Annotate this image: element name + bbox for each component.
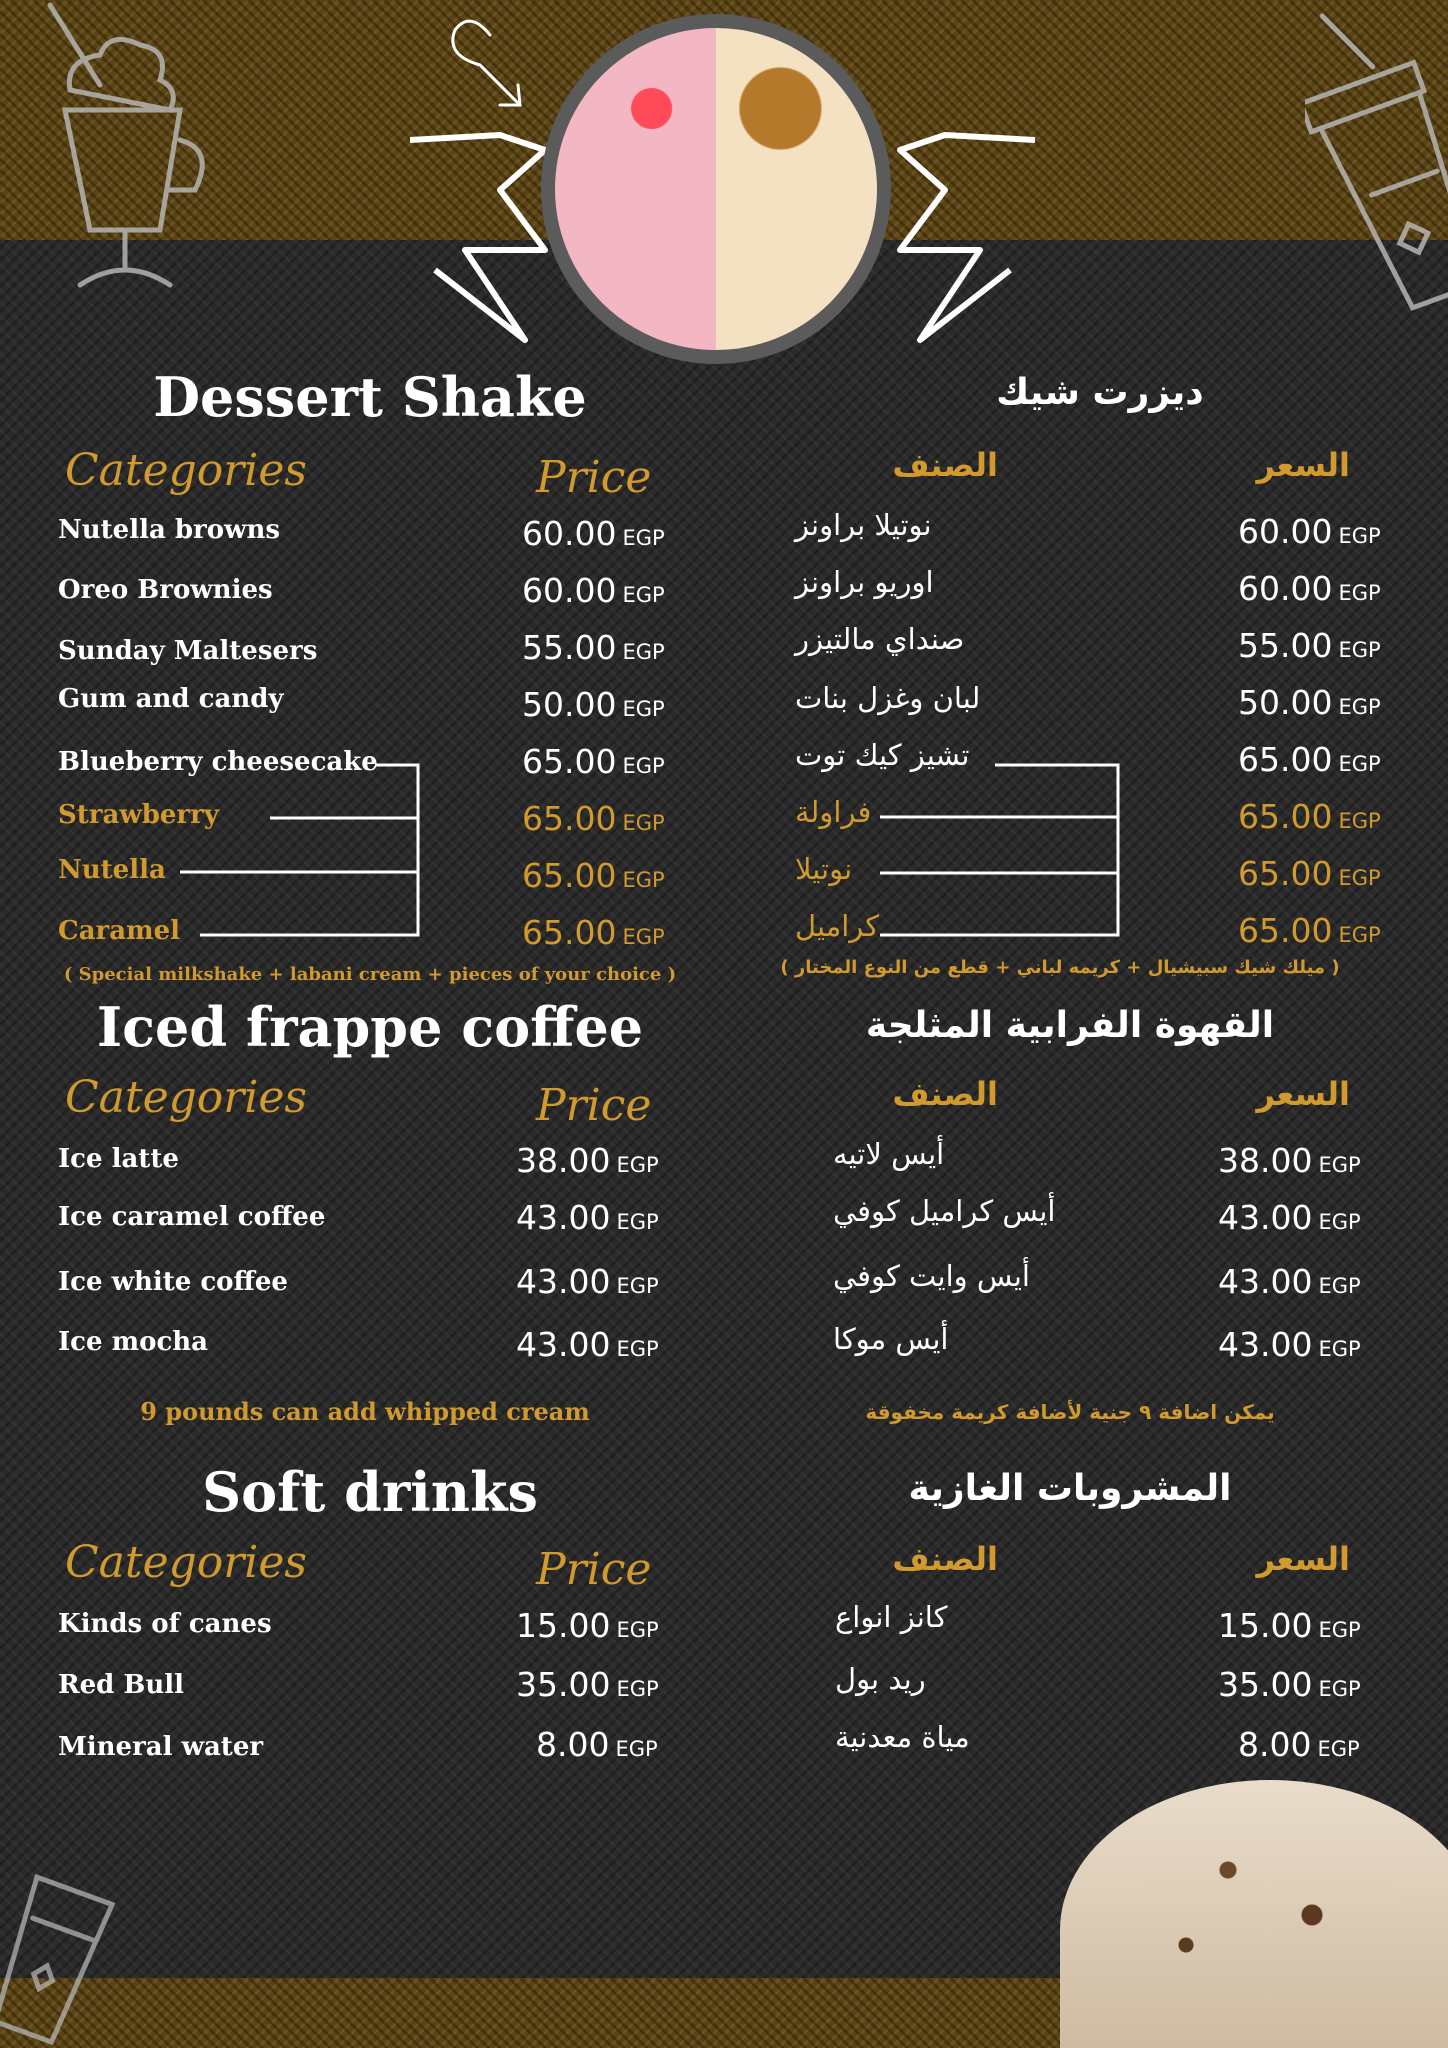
price-header: Price <box>536 1544 652 1595</box>
menu-item-price-ar: 65.00 EGP <box>1238 740 1381 779</box>
section-note: ( Special milkshake + labani cream + pieces of your choice ) <box>63 964 677 985</box>
arrow-doodle-icon <box>420 10 530 110</box>
menu-item-price-ar: 60.00 EGP <box>1238 569 1381 608</box>
menu-item-name-ar: ريد بول <box>835 1662 926 1696</box>
menu-item-name-ar: صنداي مالتيزر <box>795 622 965 656</box>
menu-item-name: Gum and candy <box>58 684 284 714</box>
menu-item-name: Ice white coffee <box>58 1267 288 1297</box>
menu-item-name-ar: أيس موكا <box>833 1322 949 1356</box>
milkshake-doodle-icon <box>30 0 210 310</box>
price-header-ar: السعر <box>1256 446 1350 484</box>
section-note: 9 pounds can add whipped cream <box>140 1397 590 1426</box>
menu-item-price-ar: 35.00 EGP <box>1218 1665 1361 1704</box>
menu-item-name-ar: اوريو براونز <box>795 565 934 599</box>
menu-item-price-ar: 60.00 EGP <box>1238 512 1381 551</box>
categories-header: Categories <box>65 1072 307 1123</box>
categories-header-ar: الصنف <box>892 446 998 484</box>
menu-item-name: Sunday Maltesers <box>58 636 318 666</box>
menu-item-price: 60.00 EGP <box>522 514 665 553</box>
price-header: Price <box>536 1080 652 1131</box>
menu-item-price-ar: 15.00 EGP <box>1218 1606 1361 1645</box>
price-header-ar: السعر <box>1256 1075 1350 1113</box>
corner-sundae-image <box>1060 1780 1448 2048</box>
menu-item-price-ar: 43.00 EGP <box>1218 1262 1361 1301</box>
menu-item-name-ar: لبان وغزل بنات <box>795 681 981 715</box>
menu-item-name-ar: تشيز كيك توت <box>795 738 970 772</box>
menu-item-name: Ice caramel coffee <box>58 1202 326 1232</box>
menu-item-name: Kinds of canes <box>58 1609 272 1639</box>
menu-item-name: Nutella browns <box>58 515 281 545</box>
menu-item-price: 65.00 EGP <box>522 742 665 781</box>
section-title-soft-drinks: Soft drinks <box>202 1460 538 1524</box>
menu-item-name-ar: كانز انواع <box>835 1600 948 1634</box>
menu-item-price-ar: 38.00 EGP <box>1218 1141 1361 1180</box>
menu-item-price: 60.00 EGP <box>522 571 665 610</box>
categories-header: Categories <box>65 1537 307 1588</box>
menu-item-name: Caramel <box>58 916 181 946</box>
section-title-dessert-shake: Dessert Shake <box>153 365 587 429</box>
menu-item-price: 38.00 EGP <box>516 1141 659 1180</box>
cup-doodle-icon <box>0 1870 120 2048</box>
menu-item-price-ar: 65.00 EGP <box>1238 854 1381 893</box>
menu-item-price-ar: 43.00 EGP <box>1218 1198 1361 1237</box>
menu-item-price: 43.00 EGP <box>516 1325 659 1364</box>
menu-item-name-ar: مياة معدنية <box>835 1720 970 1754</box>
price-header: Price <box>536 452 652 503</box>
menu-item-price-ar: 50.00 EGP <box>1238 683 1381 722</box>
menu-item-price-ar: 55.00 EGP <box>1238 626 1381 665</box>
menu-item-price: 65.00 EGP <box>522 799 665 838</box>
menu-item-name: Red Bull <box>58 1670 185 1700</box>
menu-item-name-ar: فراولة <box>795 795 872 829</box>
menu-item-price: 15.00 EGP <box>516 1606 659 1645</box>
menu-item-name: Blueberry cheesecake <box>58 747 378 777</box>
price-header-ar: السعر <box>1256 1540 1350 1578</box>
menu-item-price: 43.00 EGP <box>516 1198 659 1237</box>
categories-header-ar: الصنف <box>892 1075 998 1113</box>
cup-doodle-icon <box>1305 0 1448 330</box>
menu-item-price: 35.00 EGP <box>516 1665 659 1704</box>
menu-item-name: Oreo Brownies <box>58 575 273 605</box>
menu-item-price-ar: 8.00 EGP <box>1238 1725 1360 1764</box>
menu-item-price: 50.00 EGP <box>522 685 665 724</box>
menu-item-price-ar: 65.00 EGP <box>1238 911 1381 950</box>
option-bracket-ar <box>860 755 1125 940</box>
hero-freakshake-image <box>541 14 891 364</box>
menu-item-price: 65.00 EGP <box>522 913 665 952</box>
menu-item-name-ar: أيس لاتيه <box>833 1137 945 1171</box>
menu-item-name-ar: كراميل <box>795 909 880 943</box>
menu-item-name-ar: نوتيلا <box>795 852 853 886</box>
menu-item-price: 43.00 EGP <box>516 1262 659 1301</box>
menu-item-name-ar: نوتيلا براونز <box>795 508 932 542</box>
menu-item-name: Nutella <box>58 855 166 885</box>
menu-item-price: 65.00 EGP <box>522 856 665 895</box>
menu-item-price-ar: 43.00 EGP <box>1218 1325 1361 1364</box>
section-title-dessert-shake-ar: ديزرت شيك <box>996 372 1204 413</box>
section-note-ar: ( ميلك شيك سبيشيال + كريمه لباني + قطع من النوع المختار ) <box>780 957 1340 978</box>
menu-item-name: Mineral water <box>58 1732 264 1762</box>
menu-item-name: Ice mocha <box>58 1327 209 1357</box>
section-note-ar: يمكن اضافة ٩ جنية لأضافة كريمة مخفوقة <box>865 1400 1275 1424</box>
menu-item-name: Strawberry <box>58 800 219 830</box>
menu-item-name-ar: أيس كراميل كوفي <box>833 1194 1056 1228</box>
menu-item-name-ar: أيس وايت كوفي <box>833 1259 1030 1293</box>
menu-item-price-ar: 65.00 EGP <box>1238 797 1381 836</box>
menu-item-name: Ice latte <box>58 1144 179 1174</box>
section-title-iced-frappe: Iced frappe coffee <box>96 995 644 1059</box>
menu-item-price: 55.00 EGP <box>522 628 665 667</box>
categories-header: Categories <box>65 445 307 496</box>
section-title-soft-drinks-ar: المشروبات الغازية <box>908 1468 1232 1509</box>
section-title-iced-frappe-ar: القهوة الفرابية المثلجة <box>865 1005 1275 1046</box>
option-bracket <box>180 758 425 940</box>
categories-header-ar: الصنف <box>892 1540 998 1578</box>
menu-item-price: 8.00 EGP <box>536 1725 658 1764</box>
